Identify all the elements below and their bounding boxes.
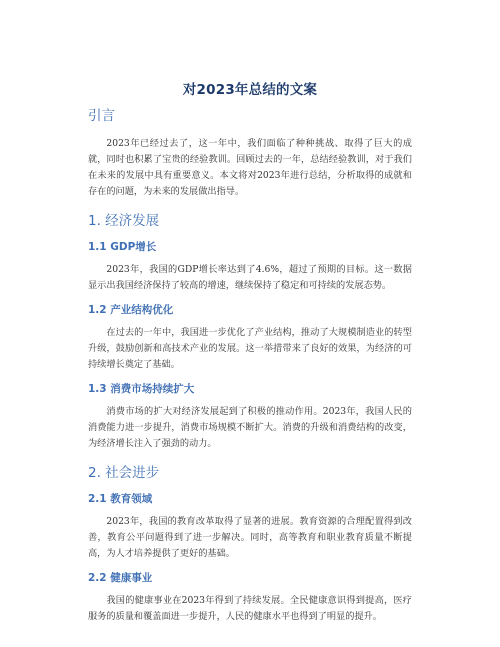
subsection-heading-consumption: 1.3 消费市场持续扩大 xyxy=(88,383,195,395)
intro-paragraph: 2023年已经过去了，这一年中，我们面临了种种挑战、取得了巨大的成就，同时也积累了宝贵的经验教训。回顾过去的一年，总结经验教训，对于我们在未来的发展中具有重要意义。本文将对2023年进行总结，分析取得的成就和存在的问题，为未来的发展做出指导。 xyxy=(88,138,412,197)
paragraph-industry: 在过去的一年中，我国进一步优化了产业结构，推动了大规模制造业的转型升级，鼓励创新和高技术产业的发展。这一举措带来了良好的效果，为经济的可持续增长奠定了基础。 xyxy=(88,327,412,370)
intro-heading: 引言 xyxy=(88,108,115,124)
subsection-heading-education: 2.1 教育领域 xyxy=(88,493,153,505)
section-heading-society: 2. 社会进步 xyxy=(88,465,160,481)
paragraph-consumption: 消费市场的扩大对经济发展起到了积极的推动作用。2023年，我国人民的消费能力进一步提升，消费市场规模不断扩大。消费的升级和消费结构的改变，为经济增长注入了强劲的动力。 xyxy=(88,406,412,449)
subsection-heading-health: 2.2 健康事业 xyxy=(88,572,153,584)
paragraph-gdp: 2023年，我国的GDP增长率达到了4.6%，超过了预期的目标。这一数据显示出我国经济保持了较高的增速，继续保持了稳定和可持续的发展态势。 xyxy=(88,264,412,291)
paragraph-health: 我国的健康事业在2023年得到了持续发展。全民健康意识得到提高，医疗服务的质量和覆盖面进一步提升，人民的健康水平也得到了明显的提升。 xyxy=(88,595,412,622)
paragraph-education: 2023年，我国的教育改革取得了显著的进展。教育资源的合理配置得到改善，教育公平问题得到了进一步解决。同时，高等教育和职业教育质量不断提高，为人才培养提供了更好的基础。 xyxy=(88,516,412,559)
subsection-heading-industry: 1.2 产业结构优化 xyxy=(88,304,174,316)
section-heading-economy: 1. 经济发展 xyxy=(88,213,160,229)
document-title: 对2023年总结的文案 xyxy=(182,82,318,98)
subsection-heading-gdp: 1.1 GDP增长 xyxy=(88,241,157,253)
